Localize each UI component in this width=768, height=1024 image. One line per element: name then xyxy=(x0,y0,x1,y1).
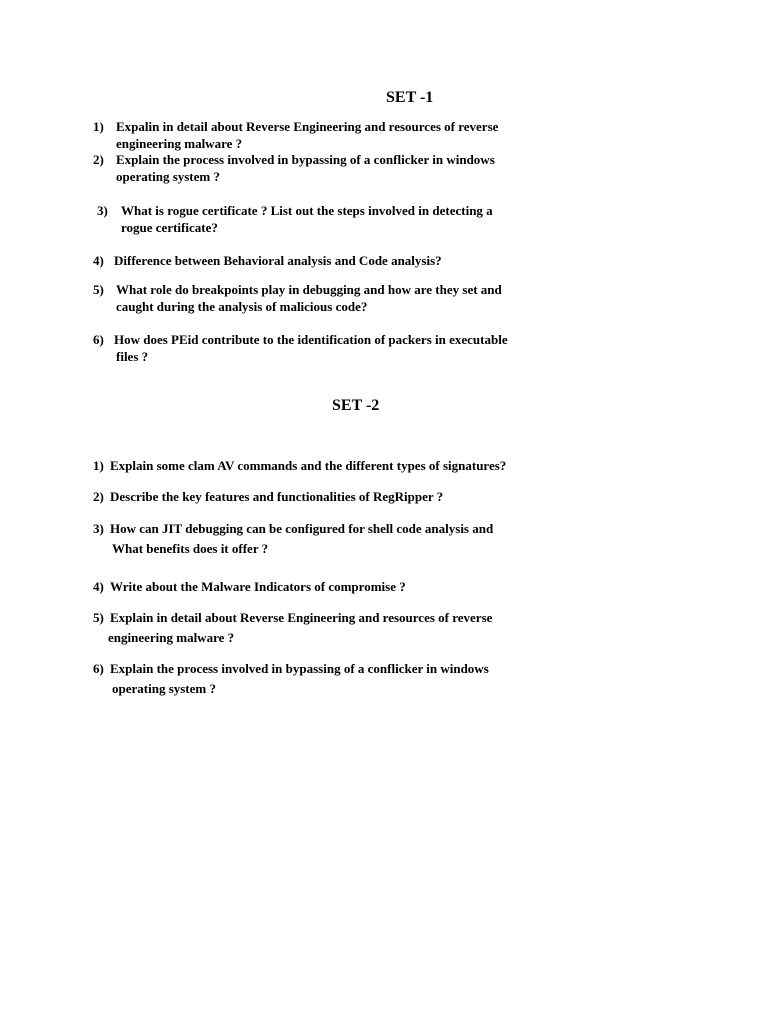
set2-title: SET -2 xyxy=(332,397,380,414)
set2-q4-text-1: Write about the Malware Indicators of compromise ? xyxy=(110,579,406,594)
set1-q6-line-1 xyxy=(93,331,508,348)
set1-q3-text-1: What is rogue certificate ? List out the steps involved in detecting a xyxy=(121,203,493,218)
set1-question-6 xyxy=(93,331,508,365)
set1-q2-text-2: operating system ? xyxy=(116,169,220,184)
set1-q3-line-1 xyxy=(97,202,493,219)
set2-question-6 xyxy=(93,659,489,699)
set2-q6-line-2 xyxy=(93,679,489,699)
set1-q1-line-1 xyxy=(93,118,498,135)
set2-question-5 xyxy=(93,608,492,648)
set1-question-4 xyxy=(93,252,442,269)
set1-q2-text-1: Explain the process involved in bypassing of a conflicker in windows xyxy=(116,152,495,167)
set1-q6-text-1: How does PEid contribute to the identification of packers in executable xyxy=(114,332,508,347)
set1-q5-text-1: What role do breakpoints play in debugging and how are they set and xyxy=(116,282,502,297)
set2-question-1 xyxy=(93,456,506,476)
set2-q1-text-1: Explain some clam AV commands and the different types of signatures? xyxy=(110,458,507,473)
set2-q6-line-1 xyxy=(93,659,489,679)
set2-q6-text-2: operating system ? xyxy=(112,681,216,696)
set1-q5-number: 5) xyxy=(93,282,104,297)
set1-q6-text-2: files ? xyxy=(116,349,149,364)
set2-q6-number: 6) xyxy=(93,661,104,676)
set2-q2-text-1: Describe the key features and functionalities of RegRipper ? xyxy=(110,489,444,504)
set1-q1-number: 1) xyxy=(93,119,104,134)
set1-q2-line-2 xyxy=(93,168,495,185)
set2-q2-number: 2) xyxy=(93,489,104,504)
set2-q5-line-1 xyxy=(93,608,492,628)
set2-q3-text-2: What benefits does it offer ? xyxy=(112,541,269,556)
set1-q4-line-1 xyxy=(93,252,442,269)
set1-q4-number: 4) xyxy=(93,253,104,268)
set1-q3-number: 3) xyxy=(97,203,108,218)
set2-q5-text-1: Explain in detail about Reverse Engineering and resources of reverse xyxy=(110,610,493,625)
set1-q3-text-2: rogue certificate? xyxy=(121,220,218,235)
set1-q5-text-2: caught during the analysis of malicious code? xyxy=(116,299,368,314)
set1-title: SET -1 xyxy=(386,89,434,106)
set2-q1-line-1 xyxy=(93,456,506,476)
set2-q3-number: 3) xyxy=(93,521,104,536)
set1-question-5 xyxy=(93,281,502,315)
set1-q2-number: 2) xyxy=(93,152,104,167)
set2-q6-text-1: Explain the process involved in bypassing of a conflicker in windows xyxy=(110,661,489,676)
set2-q5-line-2 xyxy=(93,628,492,648)
set1-question-1 xyxy=(93,118,498,152)
set2-q4-number: 4) xyxy=(93,579,104,594)
set2-q5-number: 5) xyxy=(93,610,104,625)
set2-question-4 xyxy=(93,577,406,597)
set1-q4-text-1: Difference between Behavioral analysis and Code analysis? xyxy=(114,253,442,268)
set1-q6-number: 6) xyxy=(93,332,104,347)
set2-q3-text-1: How can JIT debugging can be configured for shell code analysis and xyxy=(110,521,494,536)
set1-question-2 xyxy=(93,151,495,185)
set1-q5-line-2 xyxy=(93,298,502,315)
set1-q6-line-2 xyxy=(93,348,508,365)
set1-q5-line-1 xyxy=(93,281,502,298)
set2-question-3 xyxy=(93,519,493,559)
set1-q2-line-1 xyxy=(93,151,495,168)
set1-q1-line-2 xyxy=(93,135,498,152)
set1-question-3 xyxy=(97,202,493,236)
set1-q1-text-1: Expalin in detail about Reverse Engineering and resources of reverse xyxy=(116,119,499,134)
set2-q3-line-1 xyxy=(93,519,493,539)
set2-q3-line-2 xyxy=(93,539,493,559)
set2-q5-text-2: engineering malware ? xyxy=(108,630,235,645)
set2-question-2 xyxy=(93,487,443,507)
set2-q1-number: 1) xyxy=(93,458,104,473)
set2-q4-line-1 xyxy=(93,577,406,597)
set2-q2-line-1 xyxy=(93,487,443,507)
set1-q3-line-2 xyxy=(97,219,493,236)
set1-q1-text-2: engineering malware ? xyxy=(116,136,243,151)
